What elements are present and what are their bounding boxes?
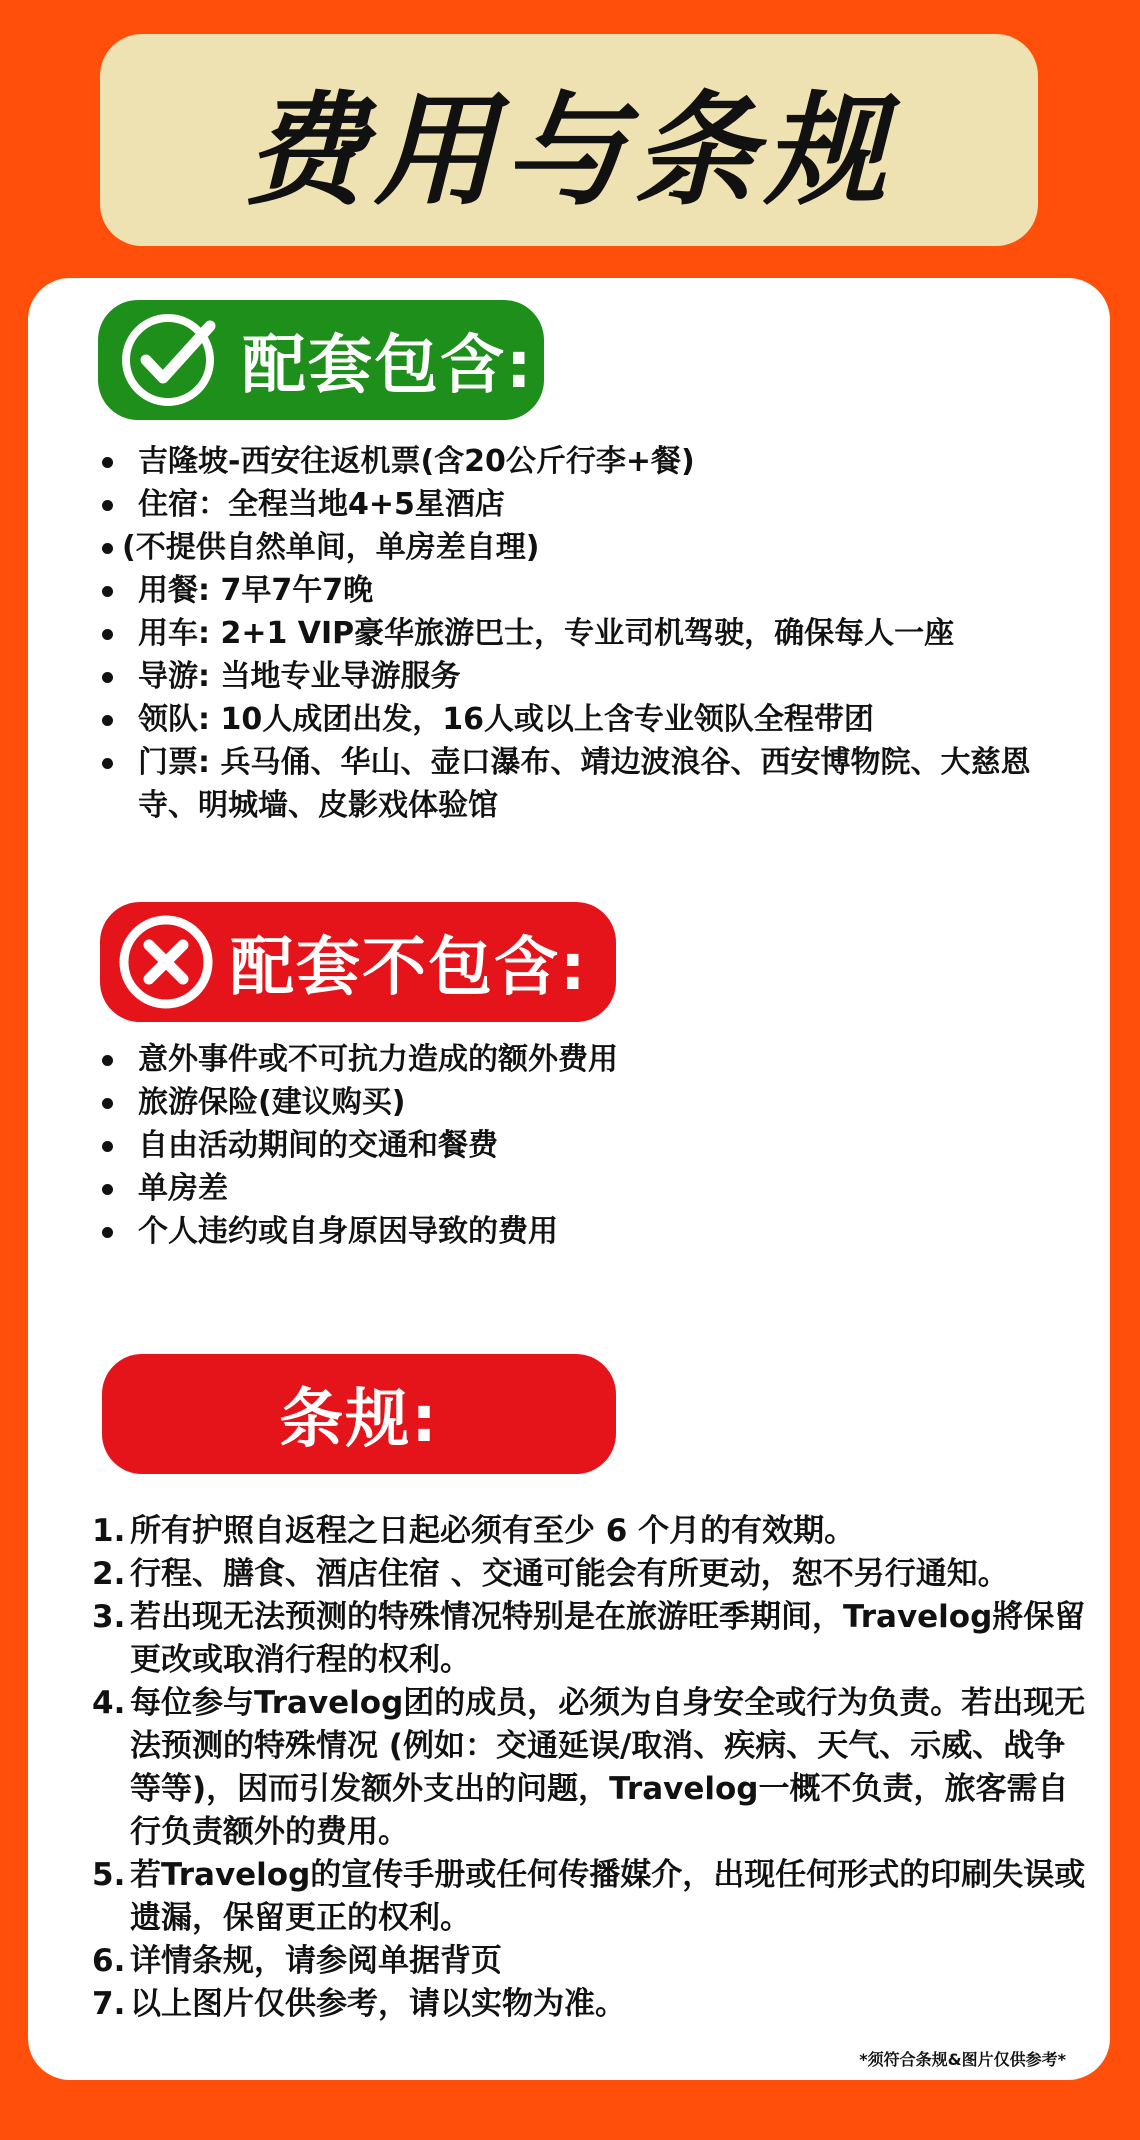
- item-text: 详情条规，请参阅单据背页: [130, 1943, 502, 1979]
- list-item: 住宿：全程当地4+5星酒店: [98, 483, 1058, 526]
- list-item: [92, 1854, 1092, 1940]
- list-item: [92, 1510, 1092, 1553]
- list-item: 用餐: 7早7午7晚: [98, 569, 1058, 612]
- list-item: 导游: 当地专业导游服务: [98, 655, 1058, 698]
- list-item: 自由活动期间的交通和餐费: [98, 1124, 1058, 1167]
- item-text: 以上图片仅供参考，请以实物为准。: [130, 1986, 626, 2022]
- item-number: 6.: [92, 1943, 126, 1979]
- list-item: 单房差: [98, 1167, 1058, 1210]
- item-number: 2.: [92, 1556, 126, 1592]
- item-text: 行程、膳食、酒店住宿 、交通可能会有所更动，恕不另行通知。: [130, 1556, 1009, 1592]
- excluded-heading-badge: [100, 902, 616, 1022]
- included-heading: 配套包含:: [242, 329, 534, 403]
- page-title: 费用与条规: [244, 79, 894, 222]
- content-card: [28, 278, 1110, 2080]
- excluded-list: [98, 1038, 1058, 1253]
- terms-heading: 条规:: [279, 1383, 439, 1457]
- item-text: 所有护照自返程之日起必须有至少 6 个月的有效期。: [130, 1513, 856, 1549]
- list-item: 领队: 10人成团出发，16人或以上含专业领队全程带团: [98, 698, 1058, 741]
- x-circle-icon: [116, 912, 216, 1012]
- excluded-heading: 配套不包含:: [230, 931, 588, 1005]
- included-list: [98, 440, 1058, 827]
- title-banner: [100, 34, 1038, 246]
- list-item: 旅游保险(建议购买): [98, 1081, 1058, 1124]
- item-number: 5.: [92, 1857, 126, 1893]
- item-number: 4.: [92, 1685, 126, 1721]
- item-number: 7.: [92, 1986, 126, 2022]
- list-item: [92, 1553, 1092, 1596]
- item-text: 若Travelog的宣传手册或任何传播媒介，出现任何形式的印刷失误或遗漏，保留更正的权利。: [130, 1857, 1086, 1936]
- list-item: 意外事件或不可抗力造成的额外费用: [98, 1038, 1058, 1081]
- list-item: 门票: 兵马俑、华山、壶口瀑布、靖边波浪谷、西安博物院、大慈恩寺、明城墙、皮影戏体验馆: [98, 741, 1058, 827]
- item-number: 1.: [92, 1513, 126, 1549]
- list-item: 个人违约或自身原因导致的费用: [98, 1210, 1058, 1253]
- list-item: [92, 1983, 1092, 2026]
- list-item: [92, 1596, 1092, 1682]
- list-item: 吉隆坡-西安往返机票(含20公斤行李+餐): [98, 440, 1058, 483]
- item-text: 若出现无法预测的特殊情况特别是在旅游旺季期间，Travelog將保留更改或取消行程的权利。: [130, 1599, 1086, 1678]
- terms-list: [92, 1510, 1092, 2026]
- list-item: [92, 1682, 1092, 1854]
- footnote: *须符合条规&图片仅供参考*: [859, 2050, 1066, 2069]
- check-circle-icon: [118, 310, 218, 410]
- item-number: 3.: [92, 1599, 126, 1635]
- terms-heading-badge: [102, 1354, 616, 1474]
- item-text: 每位参与Travelog团的成员，必须为自身安全或行为负责。若出现无法预测的特殊情况 (例如：交通延误/取消、疾病、天气、示威、战争等等)，因而引发额外支出的问题，Travelog一概不负责，旅客需自行负责额外的费用。: [130, 1685, 1086, 1850]
- included-heading-badge: [98, 300, 544, 420]
- list-item: 用车: 2+1 VIP豪华旅游巴士，专业司机驾驶，确保每人一座: [98, 612, 1058, 655]
- list-item: [92, 1940, 1092, 1983]
- list-item: (不提供自然单间，单房差自理): [98, 526, 1058, 569]
